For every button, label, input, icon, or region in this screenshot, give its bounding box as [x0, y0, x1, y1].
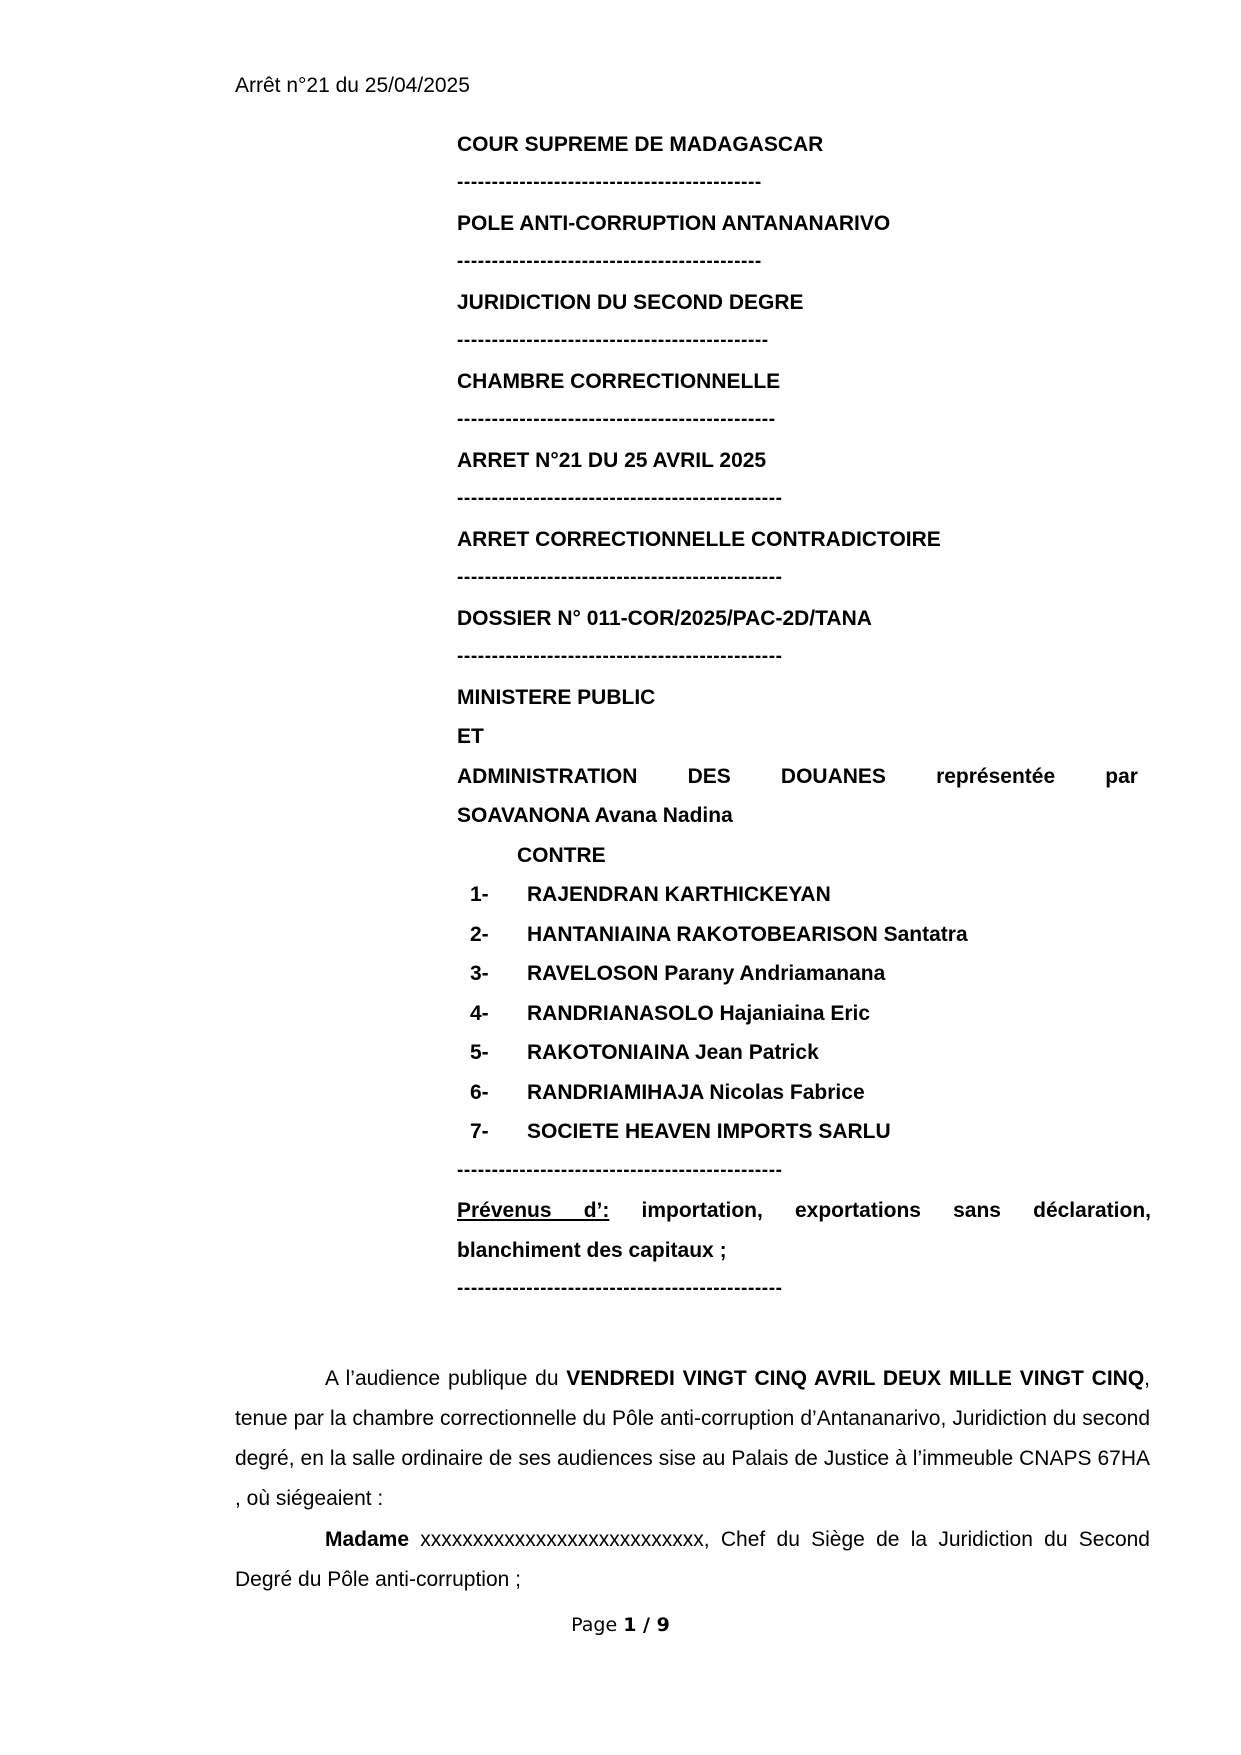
admin-word: représentée: [936, 765, 1056, 788]
accused-item: [470, 1120, 891, 1144]
contre-label: CONTRE: [517, 844, 606, 867]
accused-name: HANTANIAINA RAKOTOBEARISON Santatra: [527, 923, 968, 946]
party-administration: [457, 765, 1138, 789]
page-label: Page: [571, 1614, 618, 1636]
jurisdiction-name: JURIDICTION DU SECOND DEGRE: [457, 291, 804, 314]
charges-line-1: [457, 1199, 1151, 1223]
presiding-judge-paragraph: [235, 1520, 1150, 1600]
accused-item: [470, 1002, 870, 1026]
party-representative: SOAVANONA Avana Nadina: [457, 804, 733, 827]
accused-item: [470, 883, 831, 907]
pole-name: POLE ANTI-CORRUPTION ANTANANARIVO: [457, 212, 891, 235]
accused-item: [470, 962, 885, 986]
accused-item: [470, 923, 968, 947]
separator: -----------------------------------------------: [457, 488, 783, 509]
admin-word: DES: [687, 765, 731, 788]
page-number: [0, 1614, 1241, 1636]
current-page: 1: [623, 1614, 637, 1636]
accused-name: RANDRIAMIHAJA Nicolas Fabrice: [527, 1081, 865, 1104]
hearing-paragraph: [235, 1359, 1150, 1519]
charges-line-2: blanchiment des capitaux ;: [457, 1239, 727, 1262]
accused-number: 4-: [470, 1002, 489, 1025]
accused-number: 6-: [470, 1081, 489, 1104]
judge-title: Madame: [325, 1528, 410, 1551]
accused-number: 1-: [470, 883, 489, 906]
separator: ---------------------------------------------: [457, 330, 769, 351]
separator: ----------------------------------------------: [457, 409, 776, 430]
charges-text: importation, exportations sans déclaration,: [641, 1199, 1151, 1222]
accused-item: [470, 1081, 865, 1105]
admin-word: ADMINISTRATION: [457, 765, 638, 788]
hearing-intro: A l’audience publique du: [325, 1367, 567, 1390]
separator: --------------------------------------------: [457, 251, 762, 272]
judgment-number: ARRET N°21 DU 25 AVRIL 2025: [457, 449, 767, 472]
accused-name: SOCIETE HEAVEN IMPORTS SARLU: [527, 1120, 891, 1143]
accused-name: RAVELOSON Parany Andriamanana: [527, 962, 886, 985]
accused-name: RAJENDRAN KARTHICKEYAN: [527, 883, 831, 906]
separator: --------------------------------------------: [457, 172, 762, 193]
accused-name: RAKOTONIAINA Jean Patrick: [527, 1041, 819, 1064]
separator: -----------------------------------------------: [457, 567, 783, 588]
separator: -----------------------------------------------: [457, 1160, 783, 1181]
page-separator: /: [636, 1614, 657, 1636]
party-conjunction: ET: [457, 725, 484, 748]
accused-number: 5-: [470, 1041, 489, 1064]
separator: -----------------------------------------------: [457, 1278, 783, 1299]
accused-item: [470, 1041, 819, 1065]
hearing-date: VENDREDI VINGT CINQ AVRIL DEUX MILLE VINGT CINQ: [566, 1367, 1145, 1390]
accused-number: 3-: [470, 962, 489, 985]
separator: -----------------------------------------------: [457, 646, 783, 667]
accused-name: RANDRIANASOLO Hajaniaina Eric: [527, 1002, 871, 1025]
header-reference: Arrêt n°21 du 25/04/2025: [235, 74, 470, 97]
court-name: COUR SUPREME DE MADAGASCAR: [457, 133, 824, 156]
admin-word: par: [1105, 765, 1138, 788]
chamber-name: CHAMBRE CORRECTIONNELLE: [457, 370, 781, 393]
accused-number: 7-: [470, 1120, 489, 1143]
accused-number: 2-: [470, 923, 489, 946]
case-file-number: DOSSIER N° 011-COR/2025/PAC-2D/TANA: [457, 607, 872, 630]
judge-details: xxxxxxxxxxxxxxxxxxxxxxxxxxx, Chef du Siège de la Juridiction du Second Degré du Pôle anti-corruption ;: [235, 1528, 1150, 1591]
hearing-details: , tenue par la chambre correctionnelle du Pôle anti-corruption d’Antananarivo, Juridiction du second degré, en la salle ordinaire de ses audiences sise au Palais de Justice à l’immeuble CNAPS 67HA , où siégeaient :: [235, 1367, 1150, 1510]
total-pages: 9: [656, 1614, 670, 1636]
party-ministere-public: MINISTERE PUBLIC: [457, 686, 656, 709]
judgment-type: ARRET CORRECTIONNELLE CONTRADICTOIRE: [457, 528, 941, 551]
charges-label: Prévenus d’:: [457, 1199, 610, 1222]
admin-word: DOUANES: [780, 765, 886, 788]
